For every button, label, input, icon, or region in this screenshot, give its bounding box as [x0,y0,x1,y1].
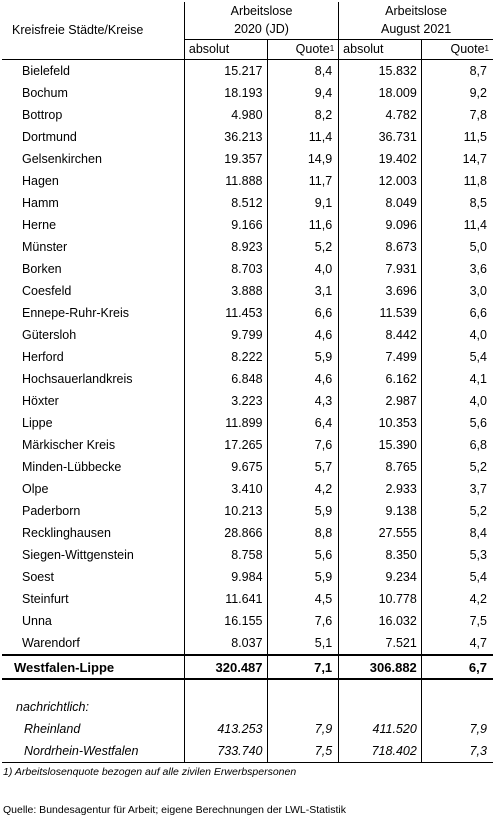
note-cell [421,696,493,718]
quote-2021: 9,2 [469,85,487,100]
quote-2020: 8,8 [267,522,339,544]
abs-2020: 8.703 [184,258,267,280]
abs-2021: 10.353 [339,412,422,434]
quote-2020: 5,9 [267,346,339,368]
abs-2021: 2.933 [339,478,422,500]
quote-2021: 8,7 [469,63,487,78]
abs-2021: 19.402 [339,148,422,170]
table-row [2,346,493,368]
table-row [2,500,493,522]
row-name: Olpe [2,478,184,500]
row-name: Bottrop [2,104,184,126]
quote-2020: 5,6 [267,544,339,566]
quote-2021: 3,0 [469,283,487,298]
row-name: Lippe [2,412,184,434]
row-name: Warendorf [2,632,184,655]
quote-2020: 5,2 [267,236,339,258]
note-cell [339,696,422,718]
row-name: Nordrhein-Westfalen [2,740,184,763]
quote-2020: 14,9 [267,148,339,170]
row-name: Herford [2,346,184,368]
quote-2021: 11,4 [463,217,487,232]
table-row [2,522,493,544]
abs-2021: 8.765 [339,456,422,478]
abs-2021: 18.009 [339,82,422,104]
quote-2021: 5,4 [469,349,487,364]
table-row [2,412,493,434]
abs-2021: 8.049 [339,192,422,214]
group1-period: 2020 (JD) [184,20,338,40]
quote-2021: 4,1 [469,371,487,386]
abs-2020: 9.675 [184,456,267,478]
row-name: Märkischer Kreis [2,434,184,456]
row-name: Hochsauerlandkreis [2,368,184,390]
quote-2021: 7,9 [469,721,487,736]
abs-2021: 15.390 [339,434,422,456]
abs-2021: 9.234 [339,566,422,588]
abs-2020: 17.265 [184,434,267,456]
abs-2020: 11.899 [184,412,267,434]
abs-2021: 36.731 [339,126,422,148]
abs-2021: 6.162 [339,368,422,390]
quote-2021: 4,2 [469,591,487,606]
table-row [2,126,493,148]
abs-2020: 9.799 [184,324,267,346]
abs-2020: 11.888 [184,170,267,192]
quote-2020: 5,7 [267,456,339,478]
col-absolut-2020: absolut [184,40,267,60]
abs-2021: 3.696 [339,280,422,302]
total-row [2,655,493,679]
abs-2021: 306.882 [339,655,422,679]
abs-2020: 8.222 [184,346,267,368]
table-body [2,2,493,763]
table-row [2,148,493,170]
abs-2020: 413.253 [184,718,267,740]
quote-2021: 7,8 [469,107,487,122]
quote-2021: 5,2 [469,503,487,518]
unemployment-table [2,2,493,763]
abs-2020: 8.512 [184,192,267,214]
abs-2021: 27.555 [339,522,422,544]
quote-2020: 5,9 [267,566,339,588]
quote-2021: 7,5 [469,613,487,628]
row-name: Bielefeld [2,60,184,83]
quote-2020: 6,6 [267,302,339,324]
table-row [2,368,493,390]
quote-2021: 6,7 [421,655,493,679]
quote-2021: 11,8 [463,173,487,188]
group2-period: August 2021 [380,22,452,36]
table-row [2,632,493,655]
quote-2021: 5,2 [469,459,487,474]
table-row [2,324,493,346]
abs-2021: 11.539 [339,302,422,324]
quote-2021: 5,0 [469,239,487,254]
quote-2020: 9,1 [267,192,339,214]
table-row [2,214,493,236]
table-row [2,390,493,412]
header-row-title [2,2,493,20]
sub-row [2,718,493,740]
abs-2020: 16.155 [184,610,267,632]
row-name: Recklinghausen [2,522,184,544]
abs-2020: 4.980 [184,104,267,126]
abs-2020: 9.984 [184,566,267,588]
col-quote-label: Quote [450,42,485,56]
row-name: Unna [2,610,184,632]
abs-2020: 9.166 [184,214,267,236]
abs-2020: 3.888 [184,280,267,302]
spacer-cell [184,679,267,696]
quote-2021: 3,7 [469,481,487,496]
quote-2021: 4,7 [469,635,487,650]
row-name: Steinfurt [2,588,184,610]
quote-2020: 5,9 [267,500,339,522]
abs-2020: 8.923 [184,236,267,258]
note-row [2,696,493,718]
footnote: 1) Arbeitslosenquote bezogen auf alle zivilen Erwerbspersonen [3,766,297,778]
abs-2020: 18.193 [184,82,267,104]
quote-2020: 4,6 [267,368,339,390]
quote-2021: 6,8 [469,437,487,452]
quote-2021: 6,6 [469,305,487,320]
abs-2021: 12.003 [339,170,422,192]
group1-title: Arbeitslose [184,2,338,20]
col-quote-2021 [421,40,493,60]
abs-2020: 11.641 [184,588,267,610]
table-row [2,258,493,280]
quote-2020: 11,4 [267,126,339,148]
table-row [2,104,493,126]
table-row [2,170,493,192]
quote-2021: 4,0 [469,327,487,342]
table-row [2,236,493,258]
spacer-cell [339,679,422,696]
row-name: Paderborn [2,500,184,522]
row-name: Gelsenkirchen [2,148,184,170]
abs-2020: 36.213 [184,126,267,148]
col-quote-2020 [267,40,339,60]
table-row [2,456,493,478]
quote-2020: 4,0 [267,258,339,280]
abs-2021: 8.673 [339,236,422,258]
quote-2020: 3,1 [267,280,339,302]
footnote-mark: 1 [484,44,489,53]
quote-2021: 14,7 [462,151,487,166]
abs-2021: 7.521 [339,632,422,655]
quote-2020: 4,3 [267,390,339,412]
abs-2020: 733.740 [184,740,267,763]
row-name: Westfalen-Lippe [2,655,184,679]
row-name: Borken [2,258,184,280]
row-name: Ennepe-Ruhr-Kreis [2,302,184,324]
source-note: Quelle: Bundesagentur für Arbeit; eigene Berechnungen der LWL-Statistik [3,804,347,816]
note-label: nachrichtlich: [2,696,184,718]
table-row [2,302,493,324]
abs-2020: 3.410 [184,478,267,500]
table-row [2,566,493,588]
quote-2020: 9,4 [267,82,339,104]
quote-2020: 5,1 [267,632,339,655]
quote-2021: 5,4 [469,569,487,584]
quote-2020: 7,1 [267,655,339,679]
abs-2021: 8.350 [339,544,422,566]
abs-2020: 11.453 [184,302,267,324]
table-row [2,60,493,83]
spacer-cell [421,679,493,696]
abs-2020: 3.223 [184,390,267,412]
table-row [2,280,493,302]
abs-2021: 7.931 [339,258,422,280]
table-row [2,544,493,566]
abs-2020: 8.758 [184,544,267,566]
abs-2021: 2.987 [339,390,422,412]
quote-2021: 7,3 [421,740,493,763]
abs-2020: 28.866 [184,522,267,544]
abs-2020: 19.357 [184,148,267,170]
abs-2020: 6.848 [184,368,267,390]
row-name: Dortmund [2,126,184,148]
row-name: Hamm [2,192,184,214]
abs-2021: 16.032 [339,610,422,632]
group2-title: Arbeitslose [385,3,447,18]
spacer-row [2,679,493,696]
row-name: Gütersloh [2,324,184,346]
quote-2021: 8,5 [469,195,487,210]
col-quote-label: Quote [295,42,330,56]
row-name: Höxter [2,390,184,412]
quote-2020: 8,2 [267,104,339,126]
row-name: Minden-Lübbecke [2,456,184,478]
spacer-cell [267,679,339,696]
quote-2020: 4,5 [267,588,339,610]
col-absolut-2021: absolut [339,40,422,60]
table-row [2,192,493,214]
abs-2021: 7.499 [339,346,422,368]
stub-header: Kreisfreie Städte/Kreise [2,2,184,60]
abs-2021: 4.782 [339,104,422,126]
table-row [2,610,493,632]
abs-2021: 9.096 [339,214,422,236]
abs-2020: 8.037 [184,632,267,655]
note-cell [184,696,267,718]
abs-2020: 10.213 [184,500,267,522]
quote-2021: 5,6 [469,415,487,430]
quote-2020: 11,7 [267,170,339,192]
quote-2021: 8,4 [469,525,487,540]
note-cell [267,696,339,718]
quote-2021: 5,3 [469,547,487,562]
quote-2020: 7,6 [267,610,339,632]
row-name: Siegen-Wittgenstein [2,544,184,566]
row-name: Coesfeld [2,280,184,302]
quote-2020: 4,6 [267,324,339,346]
table-row [2,478,493,500]
abs-2021: 15.832 [339,60,422,83]
abs-2020: 15.217 [184,60,267,83]
row-name: Bochum [2,82,184,104]
abs-2020: 320.487 [184,655,267,679]
row-name: Herne [2,214,184,236]
sub-row [2,740,493,763]
row-name: Soest [2,566,184,588]
row-name: Rheinland [2,718,184,740]
quote-2021: 4,0 [469,393,487,408]
quote-2020: 6,4 [267,412,339,434]
table-row [2,434,493,456]
quote-2020: 7,5 [267,740,339,763]
quote-2020: 7,6 [267,434,339,456]
abs-2021: 8.442 [339,324,422,346]
spacer-cell [2,679,184,696]
row-name: Münster [2,236,184,258]
abs-2021: 9.138 [339,500,422,522]
table-row [2,82,493,104]
row-name: Hagen [2,170,184,192]
abs-2021: 10.778 [339,588,422,610]
quote-2020: 8,4 [267,60,339,83]
table-row [2,588,493,610]
quote-2020: 11,6 [267,214,339,236]
quote-2020: 7,9 [267,718,339,740]
abs-2021: 411.520 [339,718,422,740]
abs-2021: 718.402 [339,740,422,763]
quote-2021: 3,6 [469,261,487,276]
footnote-mark: 1 [329,44,335,53]
quote-2021: 11,5 [463,129,487,144]
quote-2020: 4,2 [267,478,339,500]
